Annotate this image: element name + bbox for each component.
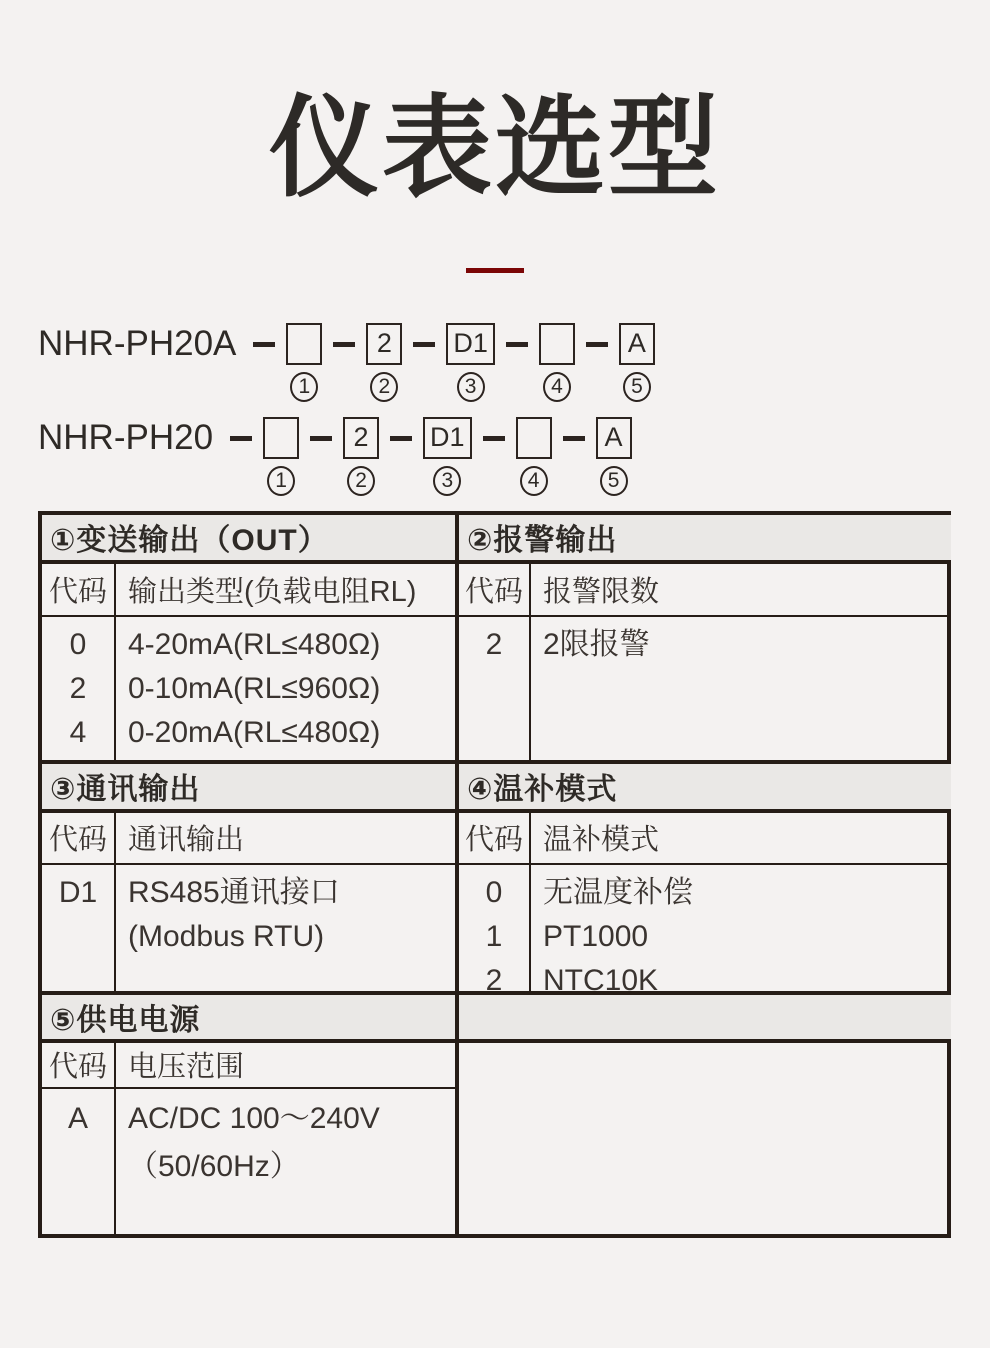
desc-cell: 4-20mA(RL≤480Ω) 0-10mA(RL≤960Ω) 0-20mA(RL≤480Ω) — [116, 617, 459, 764]
desc-cell: RS485通讯接口 (Modbus RTU) — [116, 865, 459, 995]
column-header-alarm-limits: 报警限数 — [531, 564, 951, 617]
spec-sheet-page — [0, 84, 990, 1348]
code-box: D1 — [446, 323, 495, 365]
dash-icon — [413, 342, 435, 347]
code-box — [286, 323, 322, 365]
code-cell: D1 — [42, 865, 116, 995]
code-box — [539, 323, 575, 365]
position-number-circle: 4 — [543, 372, 571, 402]
model-code-row — [38, 323, 990, 402]
code-box: 2 — [366, 323, 402, 365]
dash-icon — [563, 436, 585, 441]
dash-icon — [483, 436, 505, 441]
code-box: 2 — [343, 417, 379, 459]
page-title: 仪表选型 — [269, 87, 721, 210]
code-cell: 0 1 2 — [459, 865, 531, 995]
dash-icon — [586, 342, 608, 347]
model-position — [539, 323, 575, 402]
position-number-circle: 5 — [623, 372, 651, 402]
section-header-power-supply: ⑤供电电源 — [42, 995, 459, 1043]
model-position — [263, 417, 299, 496]
column-header-voltage-range: 电压范围 — [116, 1043, 459, 1089]
model-label: NHR-PH20A — [38, 323, 237, 363]
model-position — [343, 417, 379, 496]
section-header-transmission-output: ①变送输出（OUT） — [42, 515, 459, 564]
dash-icon — [506, 342, 528, 347]
dash-icon — [390, 436, 412, 441]
section-header-communication-output: ③通讯输出 — [42, 764, 459, 813]
dash-icon — [253, 342, 275, 347]
column-header-code: 代码 — [42, 1043, 116, 1089]
column-header-output-type: 输出类型(负载电阻RL) — [116, 564, 459, 617]
code-box: D1 — [423, 417, 472, 459]
position-number-circle: 1 — [290, 372, 318, 402]
section-header-alarm-output: ②报警输出 — [459, 515, 951, 564]
dash-icon — [230, 436, 252, 441]
column-header-code: 代码 — [459, 564, 531, 617]
desc-cell: 2限报警 — [531, 617, 951, 764]
code-cell: 2 — [459, 617, 531, 764]
position-number-circle: 2 — [370, 372, 398, 402]
position-number-circle: 1 — [267, 466, 295, 496]
model-label: NHR-PH20 — [38, 417, 214, 457]
column-header-code: 代码 — [42, 564, 116, 617]
column-header-comm-output: 通讯输出 — [116, 813, 459, 865]
model-code-row — [38, 417, 990, 496]
model-position — [516, 417, 552, 496]
desc-cell: 无温度补偿 PT1000 NTC10K — [531, 865, 951, 995]
model-code-diagram — [38, 323, 990, 496]
dash-icon — [333, 342, 355, 347]
dash-icon — [310, 436, 332, 441]
code-box: A — [596, 417, 632, 459]
model-position — [286, 323, 322, 402]
section-header-temp-compensation: ④温补模式 — [459, 764, 951, 813]
column-header-code: 代码 — [42, 813, 116, 865]
empty-body-cell — [459, 1043, 951, 1234]
position-number-circle: 3 — [457, 372, 485, 402]
code-cell: 0 2 4 — [42, 617, 116, 764]
empty-header-cell — [459, 995, 951, 1043]
desc-cell: AC/DC 100～240V （50/60Hz） — [116, 1089, 459, 1234]
title-accent-divider — [466, 268, 524, 273]
code-box: A — [619, 323, 655, 365]
code-box — [516, 417, 552, 459]
position-number-circle: 4 — [520, 466, 548, 496]
selection-table — [38, 511, 951, 1238]
code-cell: A — [42, 1089, 116, 1234]
model-position — [619, 323, 655, 402]
column-header-code: 代码 — [459, 813, 531, 865]
model-position — [366, 323, 402, 402]
model-position — [446, 323, 495, 402]
column-header-temp-mode: 温补模式 — [531, 813, 951, 865]
model-position — [596, 417, 632, 496]
position-number-circle: 2 — [347, 466, 375, 496]
position-number-circle: 3 — [433, 466, 461, 496]
model-position — [423, 417, 472, 496]
position-number-circle: 5 — [600, 466, 628, 496]
code-box — [263, 417, 299, 459]
